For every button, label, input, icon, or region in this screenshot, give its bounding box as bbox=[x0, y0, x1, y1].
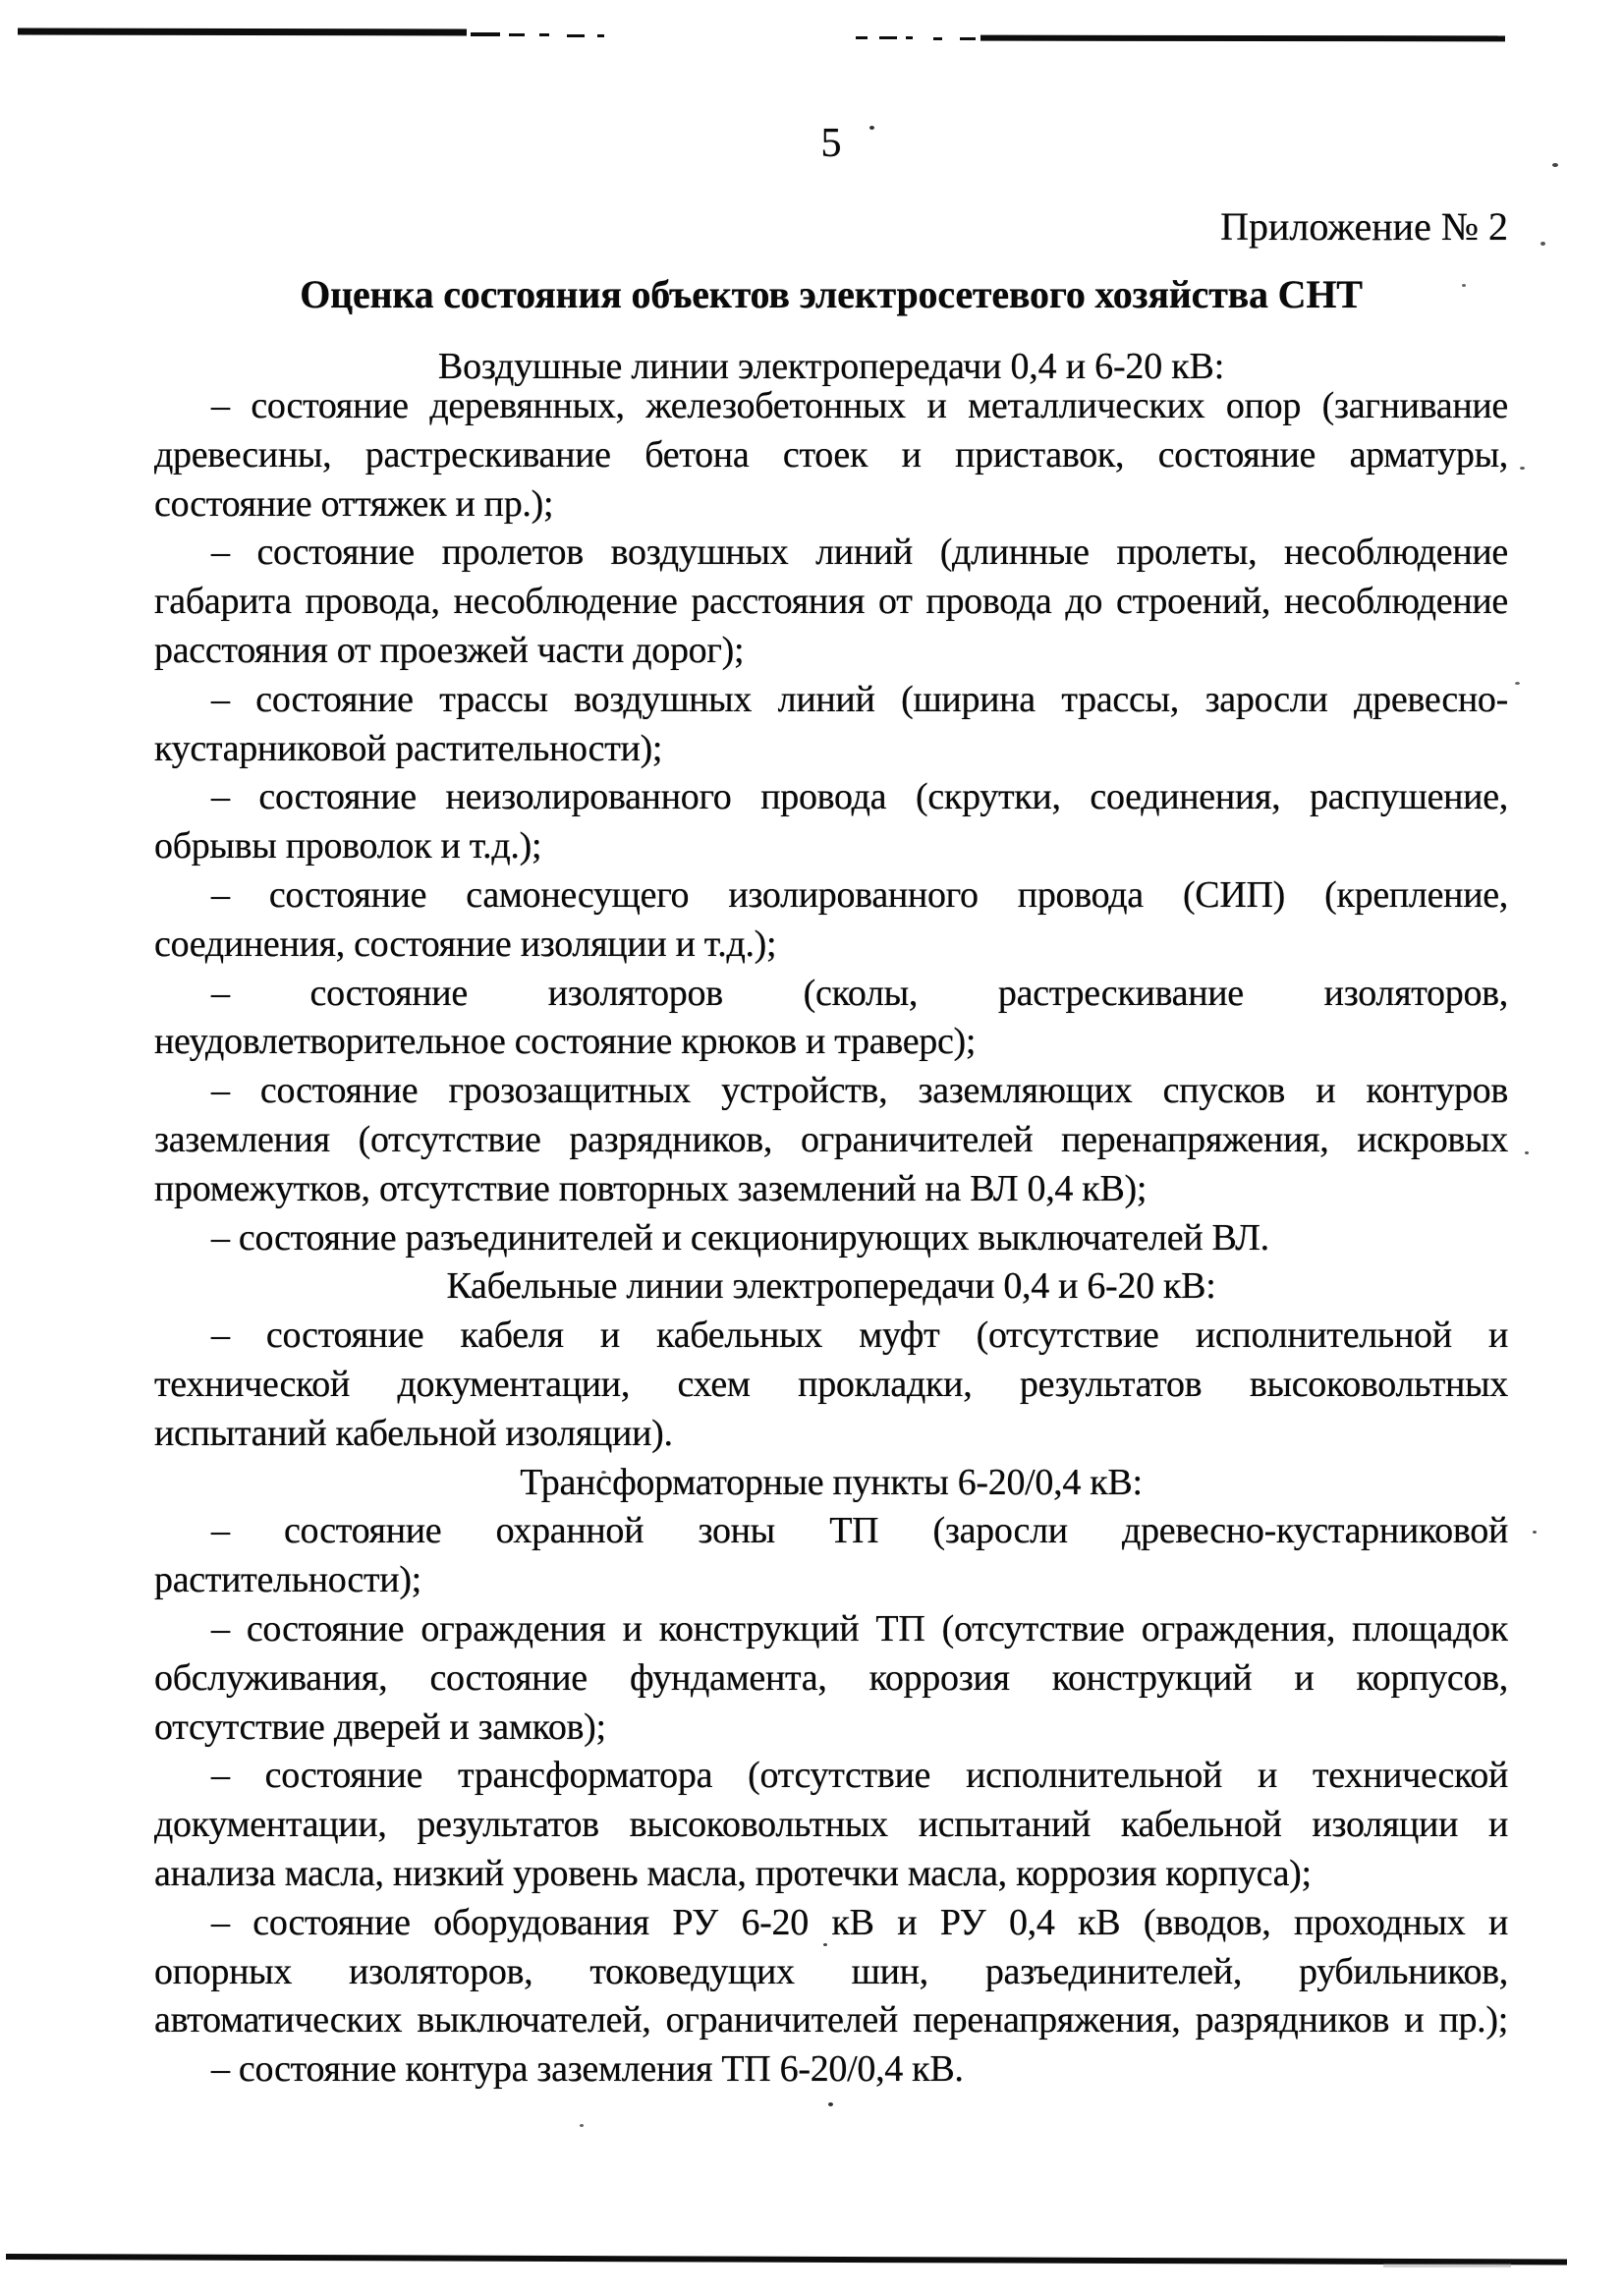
text-line: анализа масла, низкий уровень масла, протечки масла, коррозия корпуса); bbox=[154, 1852, 1312, 1894]
scan-rule-top-right bbox=[980, 35, 1505, 42]
document-body bbox=[154, 382, 1508, 2095]
text-line: автоматических выключателей, ограничителей перенапряжения, разрядников и пр.); bbox=[154, 1999, 1508, 2041]
section-heading-transformer-points: Трансформаторные пункты 6-20/0,4 кВ: bbox=[520, 1461, 1143, 1503]
bullet-item-bare-wire bbox=[154, 773, 1508, 871]
text-line: габарита провода, несоблюдение расстояния от провода до строений, несоблюдение bbox=[154, 581, 1508, 623]
text-line: – состояние контура заземления ТП 6-20/0,4 кВ. bbox=[211, 2048, 964, 2091]
bullet-item-spans bbox=[154, 529, 1508, 675]
text-line: – состояние самонесущего изолированного провода (СИП) (крепление, bbox=[211, 873, 1508, 916]
text-line: – состояние ограждения и конструкций ТП (отсутствие ограждения, площадок bbox=[211, 1607, 1508, 1650]
text-line: опорных изоляторов, токоведущих шин, разъединителей, рубильников, bbox=[154, 1950, 1508, 1992]
page-number: 5 bbox=[820, 121, 842, 166]
scan-speck bbox=[1515, 682, 1520, 685]
text-line: – состояние грозозащитных устройств, заземляющих спусков и контуров bbox=[211, 1070, 1508, 1112]
text-line: – состояние кабеля и кабельных муфт (отсутствие исполнительной и bbox=[211, 1314, 1508, 1357]
bullet-item-transformer bbox=[154, 1752, 1508, 1898]
text-line: состояние оттяжек и пр.); bbox=[154, 482, 554, 525]
text-line: древесины, растрескивание бетона стоек и приставок, состояние арматуры, bbox=[154, 433, 1508, 475]
bullet-item-fencing bbox=[154, 1605, 1508, 1752]
scan-rule-bottom-echo bbox=[1383, 2264, 1511, 2267]
scan-speck bbox=[1520, 467, 1525, 470]
text-line: – состояние трансформатора (отсутствие исполнительной и технической bbox=[211, 1755, 1508, 1797]
scan-speck bbox=[580, 2124, 584, 2127]
text-line: неудовлетворительное состояние крюков и траверс); bbox=[154, 1021, 977, 1063]
section-heading-overhead-lines: Воздушные линии электропередачи 0,4 и 6-20 кВ: bbox=[437, 346, 1225, 387]
scan-speck bbox=[1552, 163, 1558, 167]
bullet-item-lightning-protection bbox=[154, 1067, 1508, 1213]
text-line: – состояние разъединителей и секционирующих выключателей ВЛ. bbox=[211, 1216, 1269, 1258]
text-line: – состояние оборудования РУ 6-20 кВ и РУ 0,4 кВ (вводов, проходных и bbox=[211, 1901, 1508, 1943]
section-heading-cable-lines: Кабельные линии электропередачи 0,4 и 6-20 кВ: bbox=[446, 1265, 1216, 1308]
scan-rule-top bbox=[18, 28, 467, 36]
text-line: кустарниковой растительности); bbox=[154, 727, 663, 769]
text-line: расстояния от проезжей части дорог); bbox=[154, 629, 745, 671]
bullet-item-route bbox=[154, 676, 1508, 774]
scan-rule-top-dash bbox=[471, 32, 500, 36]
scan-speck bbox=[1533, 1531, 1537, 1534]
text-line: заземления (отсутствие разрядников, ограничителей перенапряжения, искровых bbox=[154, 1118, 1508, 1160]
text-line: технической документации, схем прокладки, результатов высоковольтных bbox=[154, 1363, 1508, 1405]
text-line: растительности); bbox=[154, 1559, 421, 1601]
text-line: обрывы проволок и т.д.); bbox=[154, 825, 542, 867]
scan-speck bbox=[1540, 242, 1545, 246]
text-line: обслуживания, состояние фундамента, коррозия конструкций и корпусов, bbox=[154, 1656, 1508, 1699]
text-line: промежутков, отсутствие повторных заземлений на ВЛ 0,4 кВ); bbox=[154, 1167, 1148, 1209]
scan-rule-top-dash bbox=[509, 33, 525, 36]
scan-rule-top-dash bbox=[597, 34, 604, 37]
bullet-item-insulators bbox=[154, 970, 1508, 1068]
text-line: испытаний кабельной изоляции). bbox=[154, 1412, 673, 1454]
bullet-item-poles bbox=[154, 382, 1508, 529]
text-line: – состояние трассы воздушных линий (ширина трассы, заросли древесно- bbox=[211, 678, 1508, 720]
appendix-label: Приложение № 2 bbox=[1220, 204, 1508, 249]
text-line: – состояние деревянных, железобетонных и металлических опор (загнивание bbox=[211, 385, 1508, 426]
text-line: соединения, состояние изоляции и т.д.); bbox=[154, 923, 777, 965]
scan-rule-top-dash bbox=[933, 37, 942, 40]
scan-rule-top-dash bbox=[906, 36, 913, 39]
document-title: Оценка состояния объектов электросетевого хозяйства СНТ bbox=[300, 272, 1363, 316]
scan-rule-top-dash bbox=[879, 36, 897, 39]
text-line: – состояние пролетов воздушных линий (длинные пролеты, несоблюдение bbox=[211, 531, 1508, 574]
text-line: – состояние охранной зоны ТП (заросли древесно-кустарниковой bbox=[211, 1510, 1508, 1552]
scan-speck bbox=[828, 2102, 833, 2106]
bullet-item-protection-zone bbox=[154, 1507, 1508, 1605]
scan-rule-top-dash bbox=[856, 36, 868, 39]
scan-rule-top-dash bbox=[960, 37, 976, 40]
scan-rule-top-dash bbox=[539, 33, 549, 36]
text-line: документации, результатов высоковольтных испытаний кабельной изоляции и bbox=[154, 1804, 1508, 1846]
scan-rule-bottom bbox=[6, 2254, 1567, 2265]
scan-speck bbox=[1525, 1151, 1529, 1154]
bullet-item-switchgear bbox=[154, 1899, 1508, 2045]
text-line: – состояние неизолированного провода (скрутки, соединения, распушение, bbox=[211, 776, 1508, 818]
scan-rule-top-dash bbox=[567, 34, 585, 37]
bullet-item-disconnectors bbox=[154, 1214, 1508, 1263]
bullet-item-sip-wire bbox=[154, 871, 1508, 970]
text-line: отсутствие дверей и замков); bbox=[154, 1706, 606, 1748]
bullet-item-grounding-loop bbox=[154, 2045, 1508, 2095]
text-line: – состояние изоляторов (сколы, растрескивание изоляторов, bbox=[211, 972, 1508, 1014]
bullet-item-cables bbox=[154, 1312, 1508, 1458]
